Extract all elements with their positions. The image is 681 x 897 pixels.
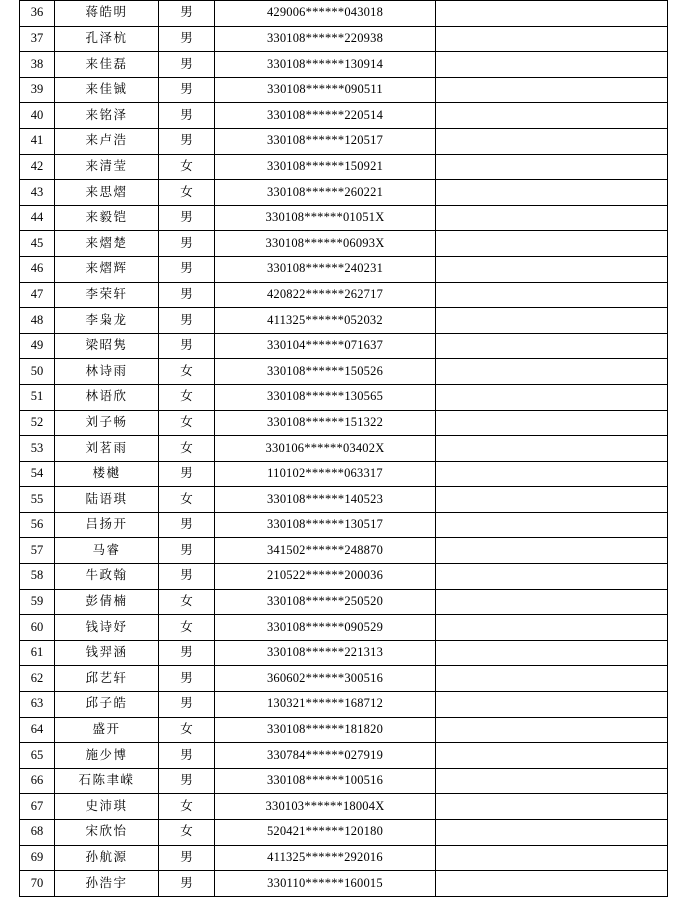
table-row bbox=[20, 180, 668, 206]
row-id-number-cell: 330108******150921 bbox=[215, 154, 436, 180]
row-note-cell bbox=[436, 512, 668, 538]
table-row bbox=[20, 256, 668, 282]
table-row bbox=[20, 768, 668, 794]
row-index-cell: 66 bbox=[20, 768, 55, 794]
row-index-cell: 59 bbox=[20, 589, 55, 615]
row-id-number-cell: 330108******220514 bbox=[215, 103, 436, 129]
row-id-number-cell: 429006******043018 bbox=[215, 1, 436, 27]
row-note-cell bbox=[436, 154, 668, 180]
row-note-cell bbox=[436, 308, 668, 334]
row-index-cell: 44 bbox=[20, 205, 55, 231]
row-name-cell: 来铭泽 bbox=[55, 103, 159, 129]
row-gender-cell: 男 bbox=[159, 640, 215, 666]
row-index-cell: 42 bbox=[20, 154, 55, 180]
table-row bbox=[20, 282, 668, 308]
table-row bbox=[20, 743, 668, 769]
row-id-number-cell: 330108******130565 bbox=[215, 384, 436, 410]
row-name-cell: 来佳铖 bbox=[55, 77, 159, 103]
row-name-cell: 盛开 bbox=[55, 717, 159, 743]
row-id-number-cell: 330106******03402X bbox=[215, 436, 436, 462]
row-note-cell bbox=[436, 1, 668, 27]
row-gender-cell: 女 bbox=[159, 410, 215, 436]
row-id-number-cell: 330108******240231 bbox=[215, 256, 436, 282]
row-note-cell bbox=[436, 256, 668, 282]
row-name-cell: 钱诗妤 bbox=[55, 615, 159, 641]
row-index-cell: 61 bbox=[20, 640, 55, 666]
row-name-cell: 刘茗雨 bbox=[55, 436, 159, 462]
row-note-cell bbox=[436, 666, 668, 692]
table-row bbox=[20, 589, 668, 615]
row-index-cell: 54 bbox=[20, 461, 55, 487]
row-index-cell: 55 bbox=[20, 487, 55, 513]
table-row bbox=[20, 103, 668, 129]
row-index-cell: 50 bbox=[20, 359, 55, 385]
row-note-cell bbox=[436, 845, 668, 871]
row-name-cell: 牛政翰 bbox=[55, 564, 159, 590]
table-row bbox=[20, 205, 668, 231]
row-gender-cell: 女 bbox=[159, 359, 215, 385]
row-index-cell: 63 bbox=[20, 692, 55, 718]
row-gender-cell: 女 bbox=[159, 436, 215, 462]
row-note-cell bbox=[436, 692, 668, 718]
row-name-cell: 来熠辉 bbox=[55, 256, 159, 282]
table-row bbox=[20, 845, 668, 871]
row-id-number-cell: 330108******150526 bbox=[215, 359, 436, 385]
row-name-cell: 史沛琪 bbox=[55, 794, 159, 820]
row-gender-cell: 男 bbox=[159, 1, 215, 27]
row-note-cell bbox=[436, 180, 668, 206]
row-gender-cell: 男 bbox=[159, 256, 215, 282]
row-note-cell bbox=[436, 26, 668, 52]
table-row bbox=[20, 794, 668, 820]
row-gender-cell: 男 bbox=[159, 538, 215, 564]
row-id-number-cell: 330108******06093X bbox=[215, 231, 436, 257]
row-gender-cell: 女 bbox=[159, 487, 215, 513]
row-index-cell: 47 bbox=[20, 282, 55, 308]
row-name-cell: 孔泽杭 bbox=[55, 26, 159, 52]
row-id-number-cell: 330108******090511 bbox=[215, 77, 436, 103]
row-id-number-cell: 330108******090529 bbox=[215, 615, 436, 641]
row-note-cell bbox=[436, 231, 668, 257]
row-gender-cell: 男 bbox=[159, 461, 215, 487]
row-id-number-cell: 341502******248870 bbox=[215, 538, 436, 564]
row-name-cell: 钱羿涵 bbox=[55, 640, 159, 666]
table-row bbox=[20, 871, 668, 897]
row-gender-cell: 女 bbox=[159, 384, 215, 410]
row-note-cell bbox=[436, 538, 668, 564]
row-name-cell: 林语欣 bbox=[55, 384, 159, 410]
row-id-number-cell: 330108******260221 bbox=[215, 180, 436, 206]
table-row bbox=[20, 820, 668, 846]
row-index-cell: 49 bbox=[20, 333, 55, 359]
row-gender-cell: 男 bbox=[159, 564, 215, 590]
row-name-cell: 孙航源 bbox=[55, 845, 159, 871]
table-row bbox=[20, 128, 668, 154]
table-row bbox=[20, 615, 668, 641]
table-row bbox=[20, 640, 668, 666]
row-note-cell bbox=[436, 205, 668, 231]
row-gender-cell: 女 bbox=[159, 615, 215, 641]
row-index-cell: 41 bbox=[20, 128, 55, 154]
row-name-cell: 梁昭隽 bbox=[55, 333, 159, 359]
row-name-cell: 来思熠 bbox=[55, 180, 159, 206]
row-name-cell: 蒋皓明 bbox=[55, 1, 159, 27]
row-note-cell bbox=[436, 333, 668, 359]
row-note-cell bbox=[436, 128, 668, 154]
row-id-number-cell: 330108******100516 bbox=[215, 768, 436, 794]
row-index-cell: 64 bbox=[20, 717, 55, 743]
row-index-cell: 62 bbox=[20, 666, 55, 692]
row-gender-cell: 男 bbox=[159, 103, 215, 129]
row-note-cell bbox=[436, 436, 668, 462]
row-id-number-cell: 330108******181820 bbox=[215, 717, 436, 743]
table-row bbox=[20, 436, 668, 462]
row-name-cell: 来熠楚 bbox=[55, 231, 159, 257]
row-note-cell bbox=[436, 743, 668, 769]
row-index-cell: 58 bbox=[20, 564, 55, 590]
row-name-cell: 宋欣怡 bbox=[55, 820, 159, 846]
table-row bbox=[20, 487, 668, 513]
table-row bbox=[20, 461, 668, 487]
table-row bbox=[20, 333, 668, 359]
row-index-cell: 36 bbox=[20, 1, 55, 27]
row-id-number-cell: 330108******140523 bbox=[215, 487, 436, 513]
row-gender-cell: 女 bbox=[159, 589, 215, 615]
row-gender-cell: 男 bbox=[159, 205, 215, 231]
row-name-cell: 吕扬开 bbox=[55, 512, 159, 538]
row-index-cell: 69 bbox=[20, 845, 55, 871]
row-id-number-cell: 330108******120517 bbox=[215, 128, 436, 154]
row-gender-cell: 女 bbox=[159, 154, 215, 180]
row-gender-cell: 女 bbox=[159, 717, 215, 743]
row-gender-cell: 男 bbox=[159, 512, 215, 538]
row-id-number-cell: 520421******120180 bbox=[215, 820, 436, 846]
row-gender-cell: 男 bbox=[159, 845, 215, 871]
row-gender-cell: 男 bbox=[159, 77, 215, 103]
row-id-number-cell: 210522******200036 bbox=[215, 564, 436, 590]
row-id-number-cell: 330110******160015 bbox=[215, 871, 436, 897]
table-row bbox=[20, 410, 668, 436]
row-index-cell: 51 bbox=[20, 384, 55, 410]
row-id-number-cell: 130321******168712 bbox=[215, 692, 436, 718]
table-row bbox=[20, 512, 668, 538]
row-gender-cell: 男 bbox=[159, 26, 215, 52]
row-name-cell: 孙浩宇 bbox=[55, 871, 159, 897]
row-note-cell bbox=[436, 820, 668, 846]
row-note-cell bbox=[436, 794, 668, 820]
row-name-cell: 邱子皓 bbox=[55, 692, 159, 718]
row-gender-cell: 男 bbox=[159, 231, 215, 257]
row-index-cell: 37 bbox=[20, 26, 55, 52]
row-name-cell: 马睿 bbox=[55, 538, 159, 564]
row-id-number-cell: 330784******027919 bbox=[215, 743, 436, 769]
table-row bbox=[20, 359, 668, 385]
row-id-number-cell: 330104******071637 bbox=[215, 333, 436, 359]
row-id-number-cell: 330108******130517 bbox=[215, 512, 436, 538]
row-gender-cell: 男 bbox=[159, 128, 215, 154]
row-name-cell: 陆语琪 bbox=[55, 487, 159, 513]
table-row bbox=[20, 538, 668, 564]
row-index-cell: 57 bbox=[20, 538, 55, 564]
row-name-cell: 来清莹 bbox=[55, 154, 159, 180]
row-gender-cell: 男 bbox=[159, 692, 215, 718]
row-note-cell bbox=[436, 359, 668, 385]
row-id-number-cell: 330108******130914 bbox=[215, 52, 436, 78]
row-note-cell bbox=[436, 461, 668, 487]
table-row bbox=[20, 52, 668, 78]
row-note-cell bbox=[436, 615, 668, 641]
row-note-cell bbox=[436, 871, 668, 897]
table-row bbox=[20, 26, 668, 52]
table-row bbox=[20, 77, 668, 103]
row-gender-cell: 男 bbox=[159, 52, 215, 78]
row-name-cell: 李荣轩 bbox=[55, 282, 159, 308]
row-index-cell: 43 bbox=[20, 180, 55, 206]
row-id-number-cell: 330108******250520 bbox=[215, 589, 436, 615]
row-index-cell: 70 bbox=[20, 871, 55, 897]
row-note-cell bbox=[436, 640, 668, 666]
row-index-cell: 65 bbox=[20, 743, 55, 769]
table-row bbox=[20, 308, 668, 334]
row-note-cell bbox=[436, 564, 668, 590]
row-index-cell: 60 bbox=[20, 615, 55, 641]
row-id-number-cell: 110102******063317 bbox=[215, 461, 436, 487]
row-note-cell bbox=[436, 717, 668, 743]
row-id-number-cell: 420822******262717 bbox=[215, 282, 436, 308]
row-name-cell: 邱艺轩 bbox=[55, 666, 159, 692]
row-id-number-cell: 330103******18004X bbox=[215, 794, 436, 820]
row-gender-cell: 男 bbox=[159, 666, 215, 692]
row-id-number-cell: 360602******300516 bbox=[215, 666, 436, 692]
row-name-cell: 林诗雨 bbox=[55, 359, 159, 385]
row-index-cell: 48 bbox=[20, 308, 55, 334]
row-gender-cell: 女 bbox=[159, 180, 215, 206]
row-index-cell: 46 bbox=[20, 256, 55, 282]
row-note-cell bbox=[436, 103, 668, 129]
row-note-cell bbox=[436, 77, 668, 103]
row-name-cell: 来毅铠 bbox=[55, 205, 159, 231]
table-row bbox=[20, 717, 668, 743]
table-row bbox=[20, 1, 668, 27]
row-gender-cell: 男 bbox=[159, 743, 215, 769]
row-note-cell bbox=[436, 768, 668, 794]
row-gender-cell: 男 bbox=[159, 282, 215, 308]
row-name-cell: 来卢浩 bbox=[55, 128, 159, 154]
row-name-cell: 刘子畅 bbox=[55, 410, 159, 436]
row-gender-cell: 女 bbox=[159, 794, 215, 820]
row-index-cell: 53 bbox=[20, 436, 55, 462]
row-name-cell: 来佳磊 bbox=[55, 52, 159, 78]
row-index-cell: 38 bbox=[20, 52, 55, 78]
row-gender-cell: 男 bbox=[159, 768, 215, 794]
row-id-number-cell: 411325******052032 bbox=[215, 308, 436, 334]
row-name-cell: 楼樾 bbox=[55, 461, 159, 487]
row-note-cell bbox=[436, 487, 668, 513]
row-id-number-cell: 330108******221313 bbox=[215, 640, 436, 666]
table-row bbox=[20, 231, 668, 257]
row-note-cell bbox=[436, 384, 668, 410]
row-index-cell: 39 bbox=[20, 77, 55, 103]
table-row bbox=[20, 154, 668, 180]
table-row bbox=[20, 564, 668, 590]
table-row bbox=[20, 666, 668, 692]
row-name-cell: 施少博 bbox=[55, 743, 159, 769]
roster-table bbox=[19, 0, 668, 897]
row-note-cell bbox=[436, 410, 668, 436]
row-name-cell: 石陈聿嵘 bbox=[55, 768, 159, 794]
row-note-cell bbox=[436, 589, 668, 615]
row-name-cell: 彭倩楠 bbox=[55, 589, 159, 615]
row-index-cell: 45 bbox=[20, 231, 55, 257]
row-note-cell bbox=[436, 282, 668, 308]
row-name-cell: 李枭龙 bbox=[55, 308, 159, 334]
row-index-cell: 56 bbox=[20, 512, 55, 538]
roster-table-body bbox=[20, 1, 668, 897]
row-index-cell: 52 bbox=[20, 410, 55, 436]
table-row bbox=[20, 692, 668, 718]
row-gender-cell: 男 bbox=[159, 333, 215, 359]
row-gender-cell: 男 bbox=[159, 308, 215, 334]
row-index-cell: 68 bbox=[20, 820, 55, 846]
row-id-number-cell: 330108******220938 bbox=[215, 26, 436, 52]
row-note-cell bbox=[436, 52, 668, 78]
row-gender-cell: 女 bbox=[159, 820, 215, 846]
table-row bbox=[20, 384, 668, 410]
row-id-number-cell: 411325******292016 bbox=[215, 845, 436, 871]
row-gender-cell: 男 bbox=[159, 871, 215, 897]
row-index-cell: 40 bbox=[20, 103, 55, 129]
row-id-number-cell: 330108******01051X bbox=[215, 205, 436, 231]
row-index-cell: 67 bbox=[20, 794, 55, 820]
row-id-number-cell: 330108******151322 bbox=[215, 410, 436, 436]
